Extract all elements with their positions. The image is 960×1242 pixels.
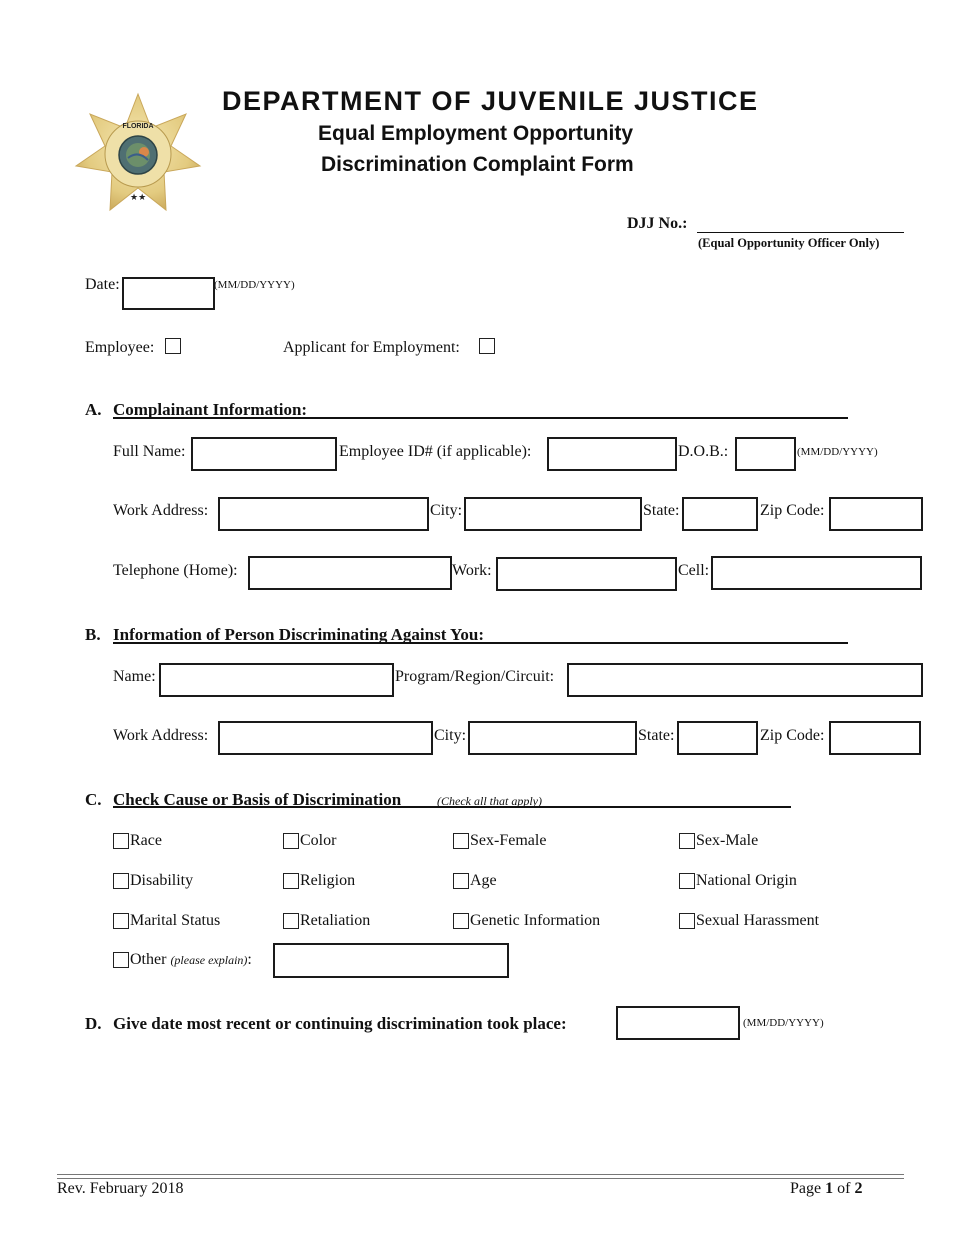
respondent-work-address-label: Work Address: [113, 727, 209, 744]
date-format-hint: (MM/DD/YYYY) [214, 279, 295, 291]
djj-seal-logo [74, 92, 202, 218]
djj-number-note: (Equal Opportunity Officer Only) [698, 236, 880, 250]
basis-option-age[interactable] [453, 872, 497, 890]
respondent-state-input[interactable] [677, 721, 758, 755]
date-input[interactable] [122, 277, 215, 310]
age-label: Age [470, 872, 497, 889]
basis-option-sex-male[interactable] [679, 832, 758, 850]
other-explain-input[interactable] [273, 943, 509, 978]
work-address-input[interactable] [218, 497, 429, 531]
department-title: DEPARTMENT OF JUVENILE JUSTICE [222, 86, 759, 116]
star-badge-icon [74, 92, 202, 218]
respondent-zip-input[interactable] [829, 721, 921, 755]
basis-option-retaliation[interactable] [283, 912, 370, 930]
footer-divider [57, 1174, 904, 1179]
page-prefix: Page [790, 1180, 826, 1197]
respondent-name-label: Name: [113, 668, 156, 685]
sex-female-checkbox[interactable] [453, 833, 469, 849]
retaliation-label: Retaliation [300, 912, 371, 929]
basis-option-national-origin[interactable] [679, 872, 797, 890]
respondent-state-label: State: [638, 727, 675, 744]
other-colon: : [247, 951, 252, 968]
employee-id-label: Employee ID# (if applicable): [339, 443, 532, 460]
respondent-city-input[interactable] [468, 721, 637, 755]
section-b-underline [113, 642, 848, 644]
other-checkbox[interactable] [113, 952, 129, 968]
zip-label: Zip Code: [760, 502, 825, 519]
section-d-title: Give date most recent or continuing discrimination took place: [113, 1014, 567, 1033]
basis-option-marital-status[interactable] [113, 912, 220, 930]
religion-checkbox[interactable] [283, 873, 299, 889]
program-region-circuit-label: Program/Region/Circuit: [395, 668, 555, 685]
religion-label: Religion [300, 872, 356, 889]
basis-option-religion[interactable] [283, 872, 355, 890]
national-origin-label: National Origin [696, 872, 797, 889]
program-region-circuit-input[interactable] [567, 663, 923, 697]
zip-input[interactable] [829, 497, 923, 531]
date-label: Date: [85, 276, 120, 293]
respondent-name-input[interactable] [159, 663, 394, 697]
section-c-underline [113, 806, 791, 808]
svg-text:FLORIDA: FLORIDA [122, 123, 154, 130]
other-note: (please explain) [170, 952, 248, 967]
applicant-label: Applicant for Employment: [283, 339, 460, 356]
full-name-input[interactable] [191, 437, 337, 471]
color-checkbox[interactable] [283, 833, 299, 849]
city-label: City: [430, 502, 463, 519]
telephone-cell-label: Cell: [678, 562, 710, 579]
basis-option-race[interactable] [113, 832, 162, 850]
telephone-home-label: Telephone (Home): [113, 562, 238, 579]
telephone-work-label: Work: [452, 562, 492, 579]
disability-label: Disability [130, 872, 194, 889]
page-total: 2 [854, 1180, 863, 1197]
form-subtitle-complaint: Discrimination Complaint Form [321, 153, 634, 176]
race-checkbox[interactable] [113, 833, 129, 849]
sexual-harassment-checkbox[interactable] [679, 913, 695, 929]
page-of: of [833, 1180, 855, 1197]
basis-option-disability[interactable] [113, 872, 193, 890]
svg-text:★★: ★★ [130, 192, 147, 202]
marital-status-label: Marital Status [130, 912, 221, 929]
section-c-title: Check Cause or Basis of Discrimination [113, 790, 402, 809]
page-current: 1 [825, 1180, 834, 1197]
telephone-home-input[interactable] [248, 556, 452, 590]
sex-male-checkbox[interactable] [679, 833, 695, 849]
respondent-zip-label: Zip Code: [760, 727, 825, 744]
genetic-information-label: Genetic Information [470, 912, 601, 929]
dob-input[interactable] [735, 437, 796, 471]
employee-id-input[interactable] [547, 437, 677, 471]
section-c-letter: C. [85, 790, 102, 809]
employee-checkbox[interactable] [165, 338, 181, 354]
national-origin-checkbox[interactable] [679, 873, 695, 889]
color-label: Color [300, 832, 337, 849]
disability-checkbox[interactable] [113, 873, 129, 889]
work-address-label: Work Address: [113, 502, 209, 519]
state-input[interactable] [682, 497, 758, 531]
sex-female-label: Sex-Female [470, 832, 547, 849]
city-input[interactable] [464, 497, 642, 531]
revision-date: Rev. February 2018 [57, 1180, 184, 1197]
section-b-letter: B. [85, 625, 101, 644]
section-a-underline [113, 417, 848, 419]
marital-status-checkbox[interactable] [113, 913, 129, 929]
state-label: State: [643, 502, 680, 519]
full-name-label: Full Name: [113, 443, 186, 460]
employee-label: Employee: [85, 339, 155, 356]
basis-option-other[interactable] [113, 951, 252, 969]
djj-number-input-line[interactable] [697, 232, 904, 233]
discrimination-date-input[interactable] [616, 1006, 740, 1040]
age-checkbox[interactable] [453, 873, 469, 889]
basis-option-sexual-harassment[interactable] [679, 912, 819, 930]
section-c-note: (Check all that apply) [437, 794, 542, 808]
page-number [790, 1180, 862, 1198]
djj-number-label: DJJ No.: [627, 215, 688, 232]
basis-option-genetic-information[interactable] [453, 912, 600, 930]
sexual-harassment-label: Sexual Harassment [696, 912, 820, 929]
basis-option-color[interactable] [283, 832, 336, 850]
dob-format-hint: (MM/DD/YYYY) [797, 446, 878, 458]
section-b-title: Information of Person Discriminating Against You: [113, 625, 485, 644]
respondent-city-label: City: [434, 727, 467, 744]
applicant-checkbox[interactable] [479, 338, 495, 354]
section-d-letter: D. [85, 1014, 102, 1033]
respondent-work-address-input[interactable] [218, 721, 433, 755]
section-a-title: Complainant Information: [113, 400, 308, 419]
race-label: Race [130, 832, 162, 849]
section-a-letter: A. [85, 400, 102, 419]
other-label: Other [130, 951, 167, 968]
telephone-cell-input[interactable] [711, 556, 922, 590]
telephone-work-input[interactable] [496, 557, 677, 591]
retaliation-checkbox[interactable] [283, 913, 299, 929]
discrimination-date-format-hint: (MM/DD/YYYY) [743, 1017, 824, 1029]
sex-male-label: Sex-Male [696, 832, 759, 849]
dob-label: D.O.B.: [678, 443, 729, 460]
basis-option-sex-female[interactable] [453, 832, 546, 850]
form-subtitle-eeo: Equal Employment Opportunity [318, 122, 634, 145]
genetic-information-checkbox[interactable] [453, 913, 469, 929]
